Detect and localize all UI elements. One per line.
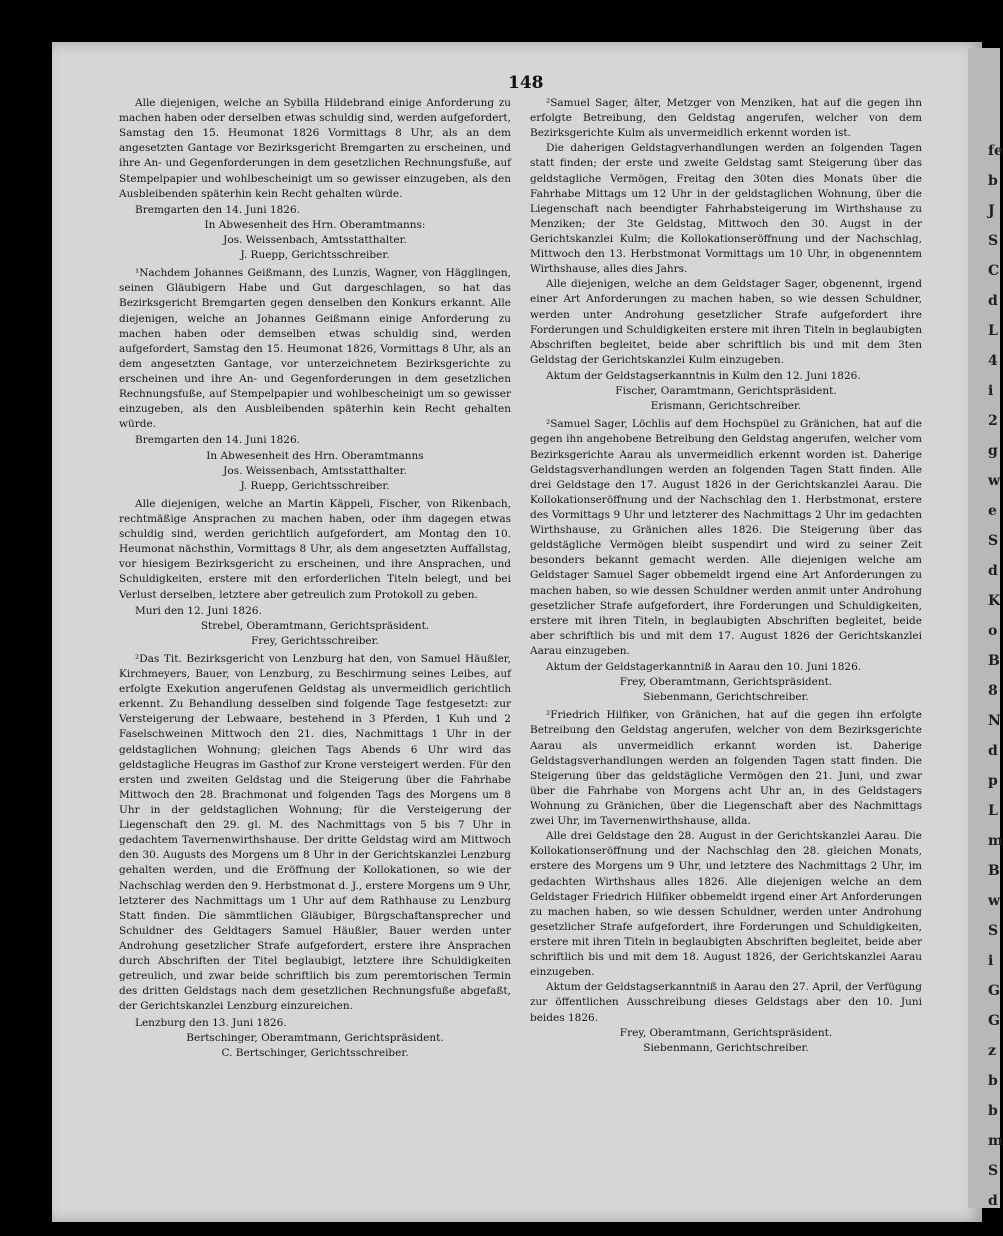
notice-signature: In Abwesenheit des Hrn. Oberamtmanns: (204, 218, 426, 231)
next-page-fragment: G (988, 983, 1000, 999)
next-page-fragment: B (988, 653, 1000, 669)
notice-paragraph: Aktum der Geldstagserkanntniß in Aarau den 27. April, der Verfügung zur öffentlichen Ausschreibung dieses Geldstags aber den 10. Juni beides 1826. (530, 981, 922, 1024)
notice-place-date: Lenzburg den 13. Juni 1826. (135, 1016, 287, 1029)
notice-signature: J. Ruepp, Gerichtsschreiber. (240, 249, 390, 262)
notice-signature: Bertschinger, Oberamtmann, Gerichtspräsident. (186, 1031, 444, 1044)
next-page-fragment: d (988, 563, 998, 579)
notice-signature: Fischer, Oaramtmann, Gerichtspräsident. (615, 385, 837, 398)
notice-signature: Frey, Gerichtsschreiber. (251, 634, 379, 647)
legal-notice (530, 417, 922, 705)
notice-signature: Siebenmann, Gerichtschreiber. (643, 1041, 809, 1054)
notice-signature: In Abwesenheit des Hrn. Oberamtmanns (206, 449, 424, 462)
next-page-fragment: i (988, 953, 994, 969)
notice-signature: Strebel, Oberamtmann, Gerichtspräsident. (200, 619, 430, 632)
next-page-fragment: S (988, 1163, 999, 1179)
notice-paragraph: Die daherigen Geldstagverhandlungen werden an folgenden Tagen statt finden; der erste und zweite Geldstag samt Steigerung über das geldstagliche Vermögen, Freitag den 30ten dies Monats über die Fahrhabe Mittags um 12 Uhr in der geldstaglichen Wohnung, über die Liegenschaft nach beendigter Fahrhabsteigerung im Wirthshause zu Menziken; der 3te Geldstag, Mittwoch den 30. Augst in der Gerichtskanzlei Kulm; die Kollokationseröffnung und der Nachschlag, Mittwoch den 13. Herbstmonat Vormittags um 10 Uhr, in obgenenntem Wirthshause, alles dies Jahrs. (530, 142, 922, 276)
legal-notice (119, 266, 511, 494)
notice-signature: Jos. Weissenbach, Amtsstatthalter. (223, 464, 407, 477)
next-page-fragment: o (988, 623, 998, 639)
legal-notice (530, 708, 922, 1056)
next-page-fragment: S (988, 923, 999, 939)
next-page-fragment: w (988, 473, 1001, 489)
next-page-fragment: m (988, 1133, 1003, 1149)
next-page-fragment: d (988, 1193, 998, 1209)
notice-paragraph: Alle diejenigen, welche an Sybilla Hildebrand einige Anforderung zu machen haben oder derselben etwas schuldig sind, werden aufgefordert, Samstag den 15. Heumonat 1826 Vormittags 8 Uhr, als an dem angesetzten Gantage vor Bezirksgericht Bremgarten zu erscheinen, und ihre An- und Gegenforderungen in dem gesetzlichen Rechnungsfuße, auf Stempelpapier und wohlbescheinigt um so gewisser einzugeben, als den Ausbleibenden späterhin kein Recht gehalten würde. (119, 97, 511, 200)
notice-signature: C. Bertschinger, Gerichtsschreiber. (221, 1046, 409, 1059)
next-page-fragment: J (988, 203, 995, 219)
next-page-fragment: z (988, 1043, 996, 1059)
notice-place-date: Aktum der Geldstagerkanntniß in Aarau den 10. Juni 1826. (546, 661, 862, 674)
notice-paragraph: Alle diejenigen, welche an dem Geldstager Sager, obgenennt, irgend einer Art Anforderungen zu machen haben, so wie dessen Schuldner, werden unter Androhung gesetzlicher Strafe aufgefordert ihre Forderungen und Schuldigkeiten erstere mit ihren Titeln in beglaubigten Abschriften begleitet, beide aber schriftlich bis und mit dem 3ten Geldstag der Gerichtskanzlei Kulm einzugeben. (530, 278, 922, 366)
notice-paragraph: Alle drei Geldstage den 28. August in der Gerichtskanzlei Aarau. Die Kollokationseröffnung und der Nachschlag den 28. gleichen Monats, erstere des Morgens um 9 Uhr, und letztere des Nachmittags 2 Uhr, im gedachten Wirthshaus alles 1826. Alle diejenigen welche an dem Geldstager Friedrich Hilfiker obbemeldt irgend einer Art Anforderungen zu machen haben, so wie dessen Schuldner, werden unter Androhung gesetzlicher Strafe aufgefordert, ihre Forderungen und Schuldigkeiten, erstere mit ihren Titeln in beglaubigten Abschriften begleitet, beide aber schriftlich bis und mit dem 18. August 1826, der Gerichtskanzlei Aarau einzugeben. (530, 830, 922, 979)
next-page-fragment: d (988, 293, 998, 309)
adjacent-page-edge (968, 48, 1003, 1209)
legal-notice (530, 96, 922, 414)
next-page-fragment: b (988, 173, 998, 189)
notice-place-date: Bremgarten den 14. Juni 1826. (135, 434, 301, 447)
next-page-fragment: 8 (988, 683, 998, 699)
legal-notice (119, 652, 511, 1061)
next-page-fragment: d (988, 743, 998, 759)
notice-paragraph: ²Das Tit. Bezirksgericht von Lenzburg hat den, von Samuel Häußler, Kirchmeyers, Bauer, von Lenzburg, zu Beschirmung seines Leibes, auf erfolgte Exekution angerufenen Geldstag als unvermeidlich gerichtlich erkennt. Zu Behandlung desselben sind folgende Tage festgesetzt: zur Versteigerung der Lebwaare, bestehend in 3 Pferden, 1 Kuh und 2 Faselschweinen Mittwoch den 21. dies, Nachmittags 1 Uhr in der geldstaglichen Wohnung; gleichen Tags Abends 6 Uhr wird das geldstagliche Heugras im Gasthof zur Krone versteigert werden. Für den ersten und zweiten Geldstag und die Steigerung über die Fahrhabe Mittwoch den 28. Brachmonat und folgenden Tags des Morgens um 8 Uhr in der geldstaglichen Wohnung; für die Versteigerung der Liegenschaft den 29. gl. M. des Nachmittags von 5 bis 7 Uhr in gedachtem Tavernenwirthshause. Der dritte Geldstag wird am Mittwoch den 30. Augusts des Morgens um 8 Uhr in der Gerichtskanzlei Lenzburg gehalten werden, und die Eröffnung der Kollokationen, so wie der Nachschlag werden den 9. Herbstmonat d. J., erstere Morgens um 9 Uhr, letzterer des Nachmittags um 1 Uhr auf dem Rathhause zu Lenzburg Statt finden. Die sämmtlichen Gläubiger, Bürgschaftansprecher und Schuldner des Geldtagers Samuel Häußler, Bauer werden unter Androhung gesetzlicher Strafe aufgefordert, erstere ihre Ansprachen durch Abschriften der Titel beglaubigt, letztere ihre Schuldigkeiten getreulich, und zwar beide schriftlich bis zum peremtorischen Termin des dritten Geldstags nach dem gesetzlichen Rechnungsfuße abgefaßt, der Gerichtskanzlei Lenzburg einzureichen. (119, 652, 511, 1013)
notice-place-date: Aktum der Geldstagserkanntnis in Kulm den 12. Juni 1826. (546, 369, 861, 382)
next-page-fragment: g (988, 443, 998, 459)
next-page-fragment: S (988, 533, 999, 549)
notice-signature: J. Ruepp, Gerichtsschreiber. (240, 479, 390, 492)
next-page-fragment: L (988, 323, 998, 339)
next-page-fragment: i (988, 383, 994, 399)
legal-notice (119, 497, 511, 649)
next-page-fragment: N (988, 713, 1001, 729)
next-page-fragment: m (988, 833, 1003, 849)
next-page-fragment: b (988, 1103, 998, 1119)
notice-paragraph: ²Samuel Sager, älter, Metzger von Menziken, hat auf die gegen ihn erfolgte Betreibung, den Geldstag angerufen, welcher von dem Bezirksgerichte Kulm als unvermeidlich erkennt worden ist. (530, 97, 922, 140)
right-column (530, 96, 922, 1059)
next-page-fragment: 4 (988, 353, 998, 369)
next-page-fragment: b (988, 1073, 998, 1089)
next-page-fragment: C (988, 263, 1000, 279)
page-number: 148 (508, 73, 544, 93)
next-page-fragment: K (988, 593, 1001, 609)
notice-signature: Siebenmann, Gerichtschreiber. (643, 691, 809, 704)
notice-place-date: Muri den 12. Juni 1826. (135, 604, 262, 617)
next-page-fragment: w (988, 893, 1001, 909)
notice-paragraph: ²Samuel Sager, Löchlis auf dem Hochspüel zu Gränichen, hat auf die gegen ihn angehobene Betreibung den Geldstag angerufen, welcher vom Bezirksgerichte Aarau als unvermeidlich erkennt worden ist. Daherige Geldstagsverhandlungen werden an folgenden Tagen Statt finden. Alle drei Geldstage den 17. August 1826 in der Gerichtskanzlei Aarau. Die Kollokationseröffnung und der Nachschlag den 1. Herbstmonat, erstere des Vormittags 9 Uhr und letzterer des Nachmittags 2 Uhr im gedachten Wirthshause, zu Gränichen alles 1826. Die Steigerung über das geldstägliche Vermögen bleibt suspendirt und wird zu seiner Zeit besonders bekannt gemacht werden. Alle diejenigen welche am Geldstager Samuel Sager obbemeldt irgend eine Art Anforderungen zu machen haben, so wie dessen Schuldner werden anmit unter Androhung gesetzlicher Strafe aufgefordert, ihre Forderungen und Schuldigkeiten, erstere mit ihren Titeln, in beglaubigten Abschriften begleitet, beide aber schriftlich bis und mit dem 17. August 1826 der Gerichtskanzlei Aarau einzugeben. (530, 418, 922, 657)
notice-paragraph: ¹Nachdem Johannes Geißmann, des Lunzis, Wagner, von Hägglingen, seinen Gläubigern Habe und Gut dargeschlagen, so hat das Bezirksgericht Bremgarten gegen denselben den Konkurs erkannt. Alle diejenigen, welche an Johannes Geißmann einige Anforderung zu machen haben oder demselben etwas schuldig sind, werden aufgefordert, Samstag den 15. Heumonat 1826, Vormittags 8 Uhr, als an dem angesetzten Gantage, vor unterzeichnetem Bezirksgerichte zu erscheinen und ihre An- und Gegenforderungen in dem gesetzlichen Rechnungsfuße, auf Stempelpapier und wohlbescheinigt um so gewisser einzugeben, als den Ausbleibenden späterhin kein Recht gehalten würde. (119, 267, 511, 431)
next-page-fragment: p (988, 773, 998, 789)
next-page-fragment: B (988, 863, 1000, 879)
notice-signature: Frey, Oberamtmann, Gerichtspräsident. (619, 676, 833, 689)
left-column (119, 96, 511, 1064)
notice-paragraph: Alle diejenigen, welche an Martin Käppeli, Fischer, von Rikenbach, rechtmäßige Ansprachen zu machen haben, oder ihm dagegen etwas schuldig sind, werden gerichtlich aufgefordert, am Montag den 10. Heumonat nächsthin, Vormittags 8 Uhr, als dem angesetzten Auffallstag, vor hiesigem Bezirksgericht zu erscheinen, und ihre Ansprachen, und Schuldigkeiten, erstere mit den erforderlichen Titeln belegt, und bei Verlust derselben, letztere aber getreulich zum Protokoll zu geben. (119, 497, 511, 601)
next-page-fragment: S (988, 233, 999, 249)
notice-signature: Frey, Oberamtmann, Gerichtspräsident. (619, 1026, 833, 1039)
next-page-fragment: e (988, 503, 997, 519)
notice-place-date: Bremgarten den 14. Juni 1826. (135, 203, 301, 216)
next-page-fragment: G (988, 1013, 1000, 1029)
notice-signature: Erismann, Gerichtschreiber. (650, 400, 802, 413)
notice-signature: Jos. Weissenbach, Amtsstatthalter. (223, 233, 407, 246)
notice-paragraph: ²Friedrich Hilfiker, von Gränichen, hat auf die gegen ihn erfolgte Betreibung den Geldstag angerufen, welcher von dem Bezirksgerichte Aarau als unvermeidlich erkannt worden ist. Daherige Geldstagsverhandlungen werden an folgenden Tagen statt finden. Die Steigerung über das geldstägliche Vermögen den 21. Juni, und zwar über die Fahrhabe von Morgens acht Uhr an, in des Geldstagers Wohnung zu Gränichen, über die Liegenschaft aber des Nachmittags zwei Uhr, im Tavernenwirthshause, allda. (530, 709, 922, 828)
legal-notice (119, 96, 511, 263)
next-page-fragment: L (988, 803, 998, 819)
next-page-fragment: 2 (988, 413, 998, 429)
next-page-fragment: fe (988, 143, 1003, 159)
